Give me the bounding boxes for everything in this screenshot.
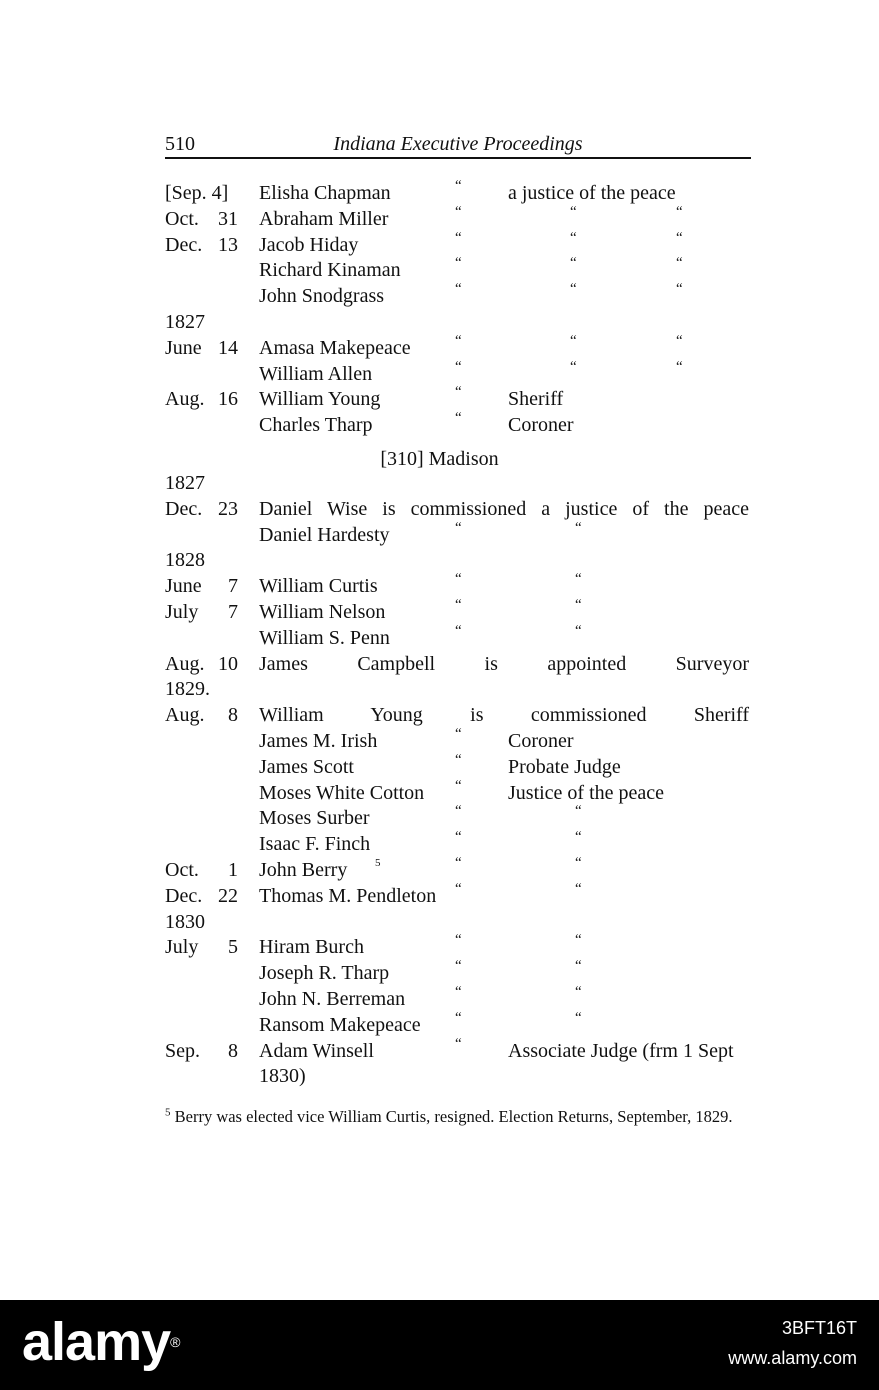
entry-row [0,203,879,232]
entry-date-month: Sep. [165,1039,200,1062]
entry-row [0,412,879,438]
ditto-mark: “ [676,332,683,349]
entry-name: William S. Penn [259,626,390,649]
footnote-text: Berry was elected vice William Curtis, resigned. Election Returns, September, 1829. [174,1107,733,1126]
year-heading [0,470,879,496]
ditto-mark: “ [575,597,582,613]
footnote [165,1104,751,1129]
ditto-mark: “ [455,571,462,588]
entry-date-month: Dec. [165,884,203,907]
entry-name: John N. Berreman [259,988,406,1010]
entry-date-month: Dec. [165,497,203,520]
entry-date-month: Aug. [165,652,205,675]
entry-office: a justice of the peace [508,182,676,204]
page-header [165,133,751,157]
entry-name: James M. Irish [259,730,378,752]
entry-name: Daniel Hardesty [259,523,390,546]
entry-office: Associate Judge (frm 1 Sept [508,1039,734,1062]
ditto-mark: “ [575,803,582,820]
ditto-mark: “ [455,255,462,272]
entry-date-day: 7 [228,601,238,623]
ditto-mark: “ [455,1009,462,1026]
entry-name: Hiram Burch [259,936,364,959]
ditto-mark: “ [455,932,462,949]
entry-row [0,519,879,548]
ditto-mark: “ [455,597,462,613]
ditto-mark: “ [575,984,582,1000]
ditto-mark: “ [676,255,683,272]
entry-row [0,229,879,258]
ditto-mark: “ [570,332,577,349]
ditto-mark: “ [455,203,462,220]
entry-date-day: 10 [218,652,238,675]
entry-date-day: 7 [228,575,238,598]
page-number: 510 [165,133,195,155]
entry-row [0,180,879,206]
ditto-mark: “ [570,358,577,375]
entry-name: Jacob Hiday [259,233,359,256]
entry-text: Daniel Wise is commissioned a justice of the peace [259,497,749,520]
entry-row [0,728,879,754]
entry-office: Sheriff [508,388,564,411]
entry-row [0,358,879,387]
footnote-marker: 5 [165,1106,171,1119]
entry-date-day: 22 [218,884,238,907]
ditto-mark: “ [455,178,462,194]
year-heading [0,676,879,702]
entry-row [0,496,879,522]
entry-date-day: 13 [218,233,238,256]
ditto-mark: “ [575,571,582,588]
ditto-mark: “ [455,880,462,897]
ditto-mark: “ [455,281,462,298]
entry-date-month: July [165,601,199,623]
entry-date-month: June [165,575,202,598]
entry-date-month: Aug. [165,704,205,727]
entry-row [0,1035,879,1064]
running-title: Indiana Executive Proceedings [333,133,583,155]
ditto-mark: “ [676,358,683,375]
entry-row [0,1009,879,1038]
year-label: 1830 [165,910,205,933]
entry-date-month: July [165,936,199,959]
entry-name: Amasa Makepeace [259,336,411,359]
entry-row [0,1063,879,1089]
alamy-logo: alamy® [22,1312,180,1372]
entry-row [0,599,879,625]
entry-row [0,831,879,857]
entry-row [0,702,879,728]
entry-name: Abraham Miller [259,207,389,230]
ditto-mark: “ [455,777,462,794]
entry-name: John Berry [259,859,348,881]
entry-date-day: 23 [218,497,238,520]
entry-row: Oct. 1 John Berry 5 “ “ [0,857,879,883]
year-heading [0,909,879,935]
entry-office: Probate Judge [508,755,621,778]
ditto-mark: “ [455,410,462,427]
entry-name: Isaac F. Finch [259,833,371,856]
entry-name: Ransom Makepeace [259,1013,421,1036]
ditto-mark: “ [575,932,582,949]
ditto-mark: “ [455,229,462,246]
ditto-mark: “ [455,519,462,536]
entry-name: James Scott [259,755,354,778]
ditto-mark: “ [676,229,683,246]
entry-row [0,386,879,412]
image-id: 3BFT16T [781,1318,857,1338]
entry-name: Richard Kinaman [259,259,401,282]
entry-name: Moses White Cotton [259,781,425,804]
entry-row [0,283,879,309]
year-label: 1827 [165,472,205,494]
entry-date-month: June [165,336,202,359]
ditto-mark: “ [455,958,462,975]
year-heading [0,547,879,573]
ditto-mark: “ [455,855,462,871]
ditto-mark: “ [455,332,462,349]
entry-name: Moses Surber [259,807,370,830]
entry-row [0,880,879,909]
ditto-mark: “ [676,281,683,298]
ditto-mark: “ [455,751,462,768]
entry-name: Thomas M. Pendleton [259,884,437,907]
year-label: 1829. [165,678,210,701]
entry-date-month: Aug. [165,388,205,411]
ditto-mark: “ [455,829,462,846]
entry-name: William Allen [259,362,373,385]
entry-text: James Campbell is appointed Surveyor [259,652,749,675]
ditto-mark: “ [455,803,462,820]
entry-office: Coroner [508,414,574,437]
ditto-mark: “ [575,880,582,897]
entry-row [0,960,879,986]
entry-row [0,777,879,806]
ditto-mark: “ [570,229,577,246]
entry-date-day: 14 [218,336,238,359]
ditto-mark: “ [575,622,582,639]
ditto-mark: “ [455,622,462,639]
year-heading [0,309,879,335]
entry-row [0,332,879,361]
entry-date-day: 5 [228,936,238,959]
year-label: 1828 [165,549,205,572]
entry-office: Coroner [508,730,574,752]
section-heading: [310] Madison [380,448,499,470]
entry-date: [Sep. 4] [165,182,229,204]
ditto-mark: “ [570,203,577,220]
ditto-mark: “ [455,384,462,401]
entry-name: Adam Winsell [259,1039,374,1062]
ditto-mark: “ [570,281,577,298]
ditto-mark: “ [575,958,582,975]
entry-name: William Young [259,388,381,411]
entry-date-month: Oct. [165,207,199,230]
entry-date-day: 1 [228,859,238,881]
entry-date-month: Oct. [165,859,199,881]
entry-name: Joseph R. Tharp [259,962,390,985]
entry-office: Justice of the peace [508,781,665,804]
entry-name: Elisha Chapman [259,182,391,204]
year-label: 1827 [165,311,205,333]
entry-row [0,651,879,677]
entry-date-day: 8 [228,1039,238,1062]
entry-name: Charles Tharp [259,414,373,437]
header-rule [165,157,751,159]
entry-text: William Young is commissioned Sheriff [259,704,749,727]
ditto-mark: “ [676,203,683,220]
ditto-mark: “ [455,984,462,1000]
ditto-mark: “ [575,855,582,871]
ditto-mark: “ [575,829,582,846]
entry-row [0,573,879,599]
ditto-mark: “ [570,255,577,272]
entry-row [0,986,879,1012]
ditto-mark: “ [455,358,462,375]
entry-row [0,622,879,651]
entry-name: William Curtis [259,575,378,598]
entry-date-day: 8 [228,704,238,727]
site-url: www.alamy.com [728,1348,857,1368]
entry-name: 1830) [259,1065,306,1088]
ditto-mark: “ [455,1035,462,1052]
entry-date-month: Dec. [165,233,203,256]
entry-name: John Snodgrass [259,285,385,308]
entry-date-day: 31 [218,207,238,230]
entry-row [0,751,879,780]
ditto-mark: “ [455,726,462,742]
entry-date-day: 16 [218,388,238,411]
entry-name: William Nelson [259,601,386,623]
entry-row [0,805,879,831]
ditto-mark: “ [575,519,582,536]
entry-row [0,934,879,960]
entry-row [0,257,879,283]
ditto-mark: “ [575,1009,582,1026]
